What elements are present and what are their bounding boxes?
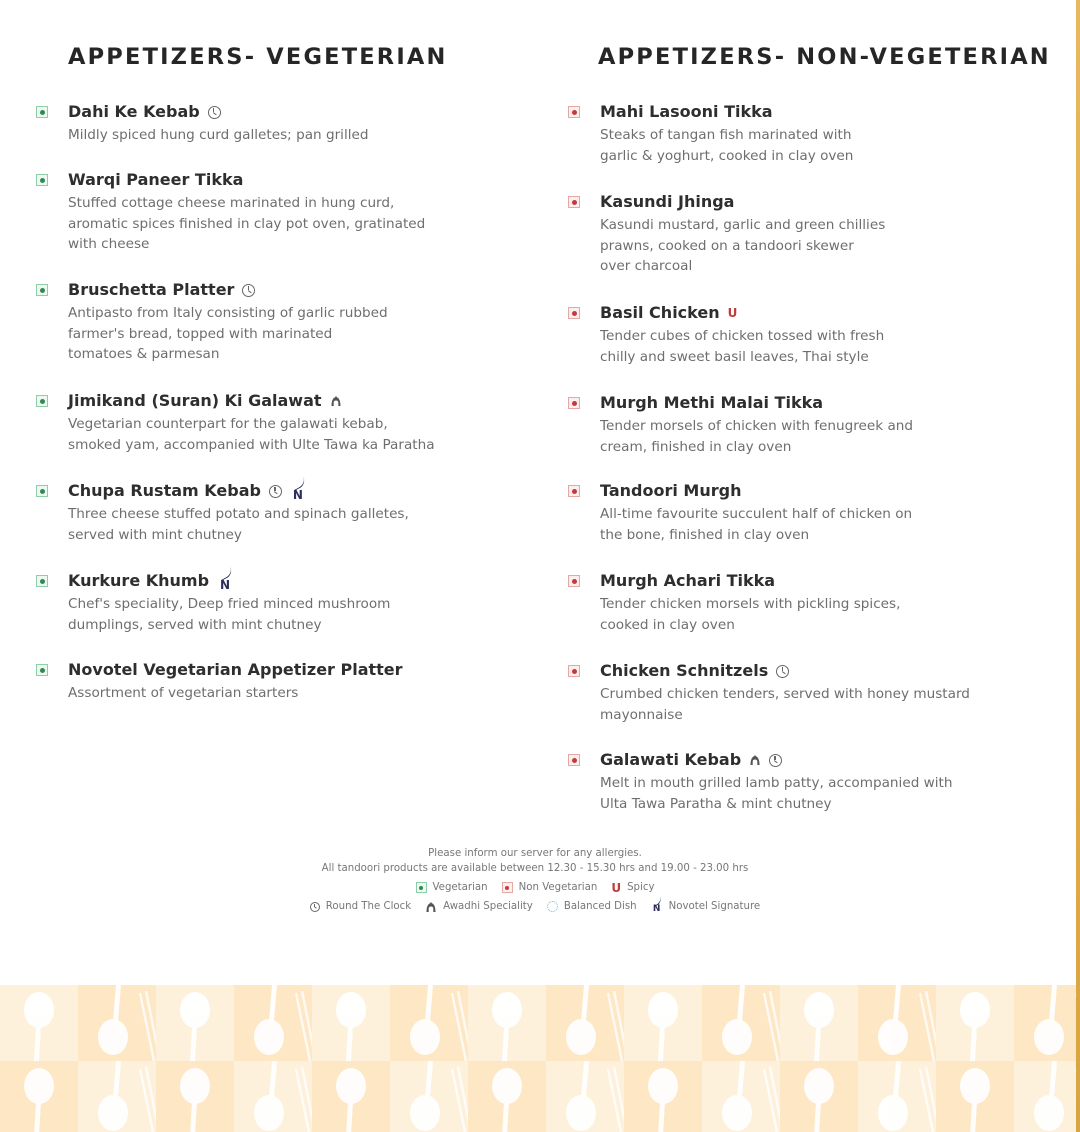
legend-label: Vegetarian (432, 882, 488, 893)
legend-item (310, 899, 411, 914)
allergy-note: Please inform our server for any allergies. (428, 848, 642, 859)
legend-item (651, 899, 761, 914)
menu-item-description: Crumbed chicken tenders, served with honey mustard mayonnaise (600, 686, 970, 723)
legend-label: Balanced Dish (563, 901, 637, 912)
menu-item-title: Novotel Vegetarian Appetizer Platter (68, 660, 403, 679)
legend-item (611, 880, 654, 895)
cutlery-pattern-banner (0, 985, 1076, 1132)
menu-item-title: Chicken Schnitzels (600, 661, 769, 680)
legend-label: Round The Clock (325, 901, 412, 912)
nonveg-marker-icon (568, 754, 580, 766)
menu-item-title: Dahi Ke Kebab (68, 102, 200, 121)
menu-item-name (600, 750, 782, 770)
menu-item-title: Murgh Achari Tikka (600, 571, 776, 590)
menu-item-name (600, 661, 789, 681)
veg-marker-icon (36, 284, 48, 296)
balanced-dish-icon (547, 901, 558, 912)
menu-item-description: Melt in mouth grilled lamb patty, accompanied with Ulta Tawa Paratha & mint chutney (600, 775, 953, 812)
veg-marker-icon (36, 664, 48, 676)
menu-item-name (68, 170, 243, 190)
menu-item-title: Warqi Paneer Tikka (68, 170, 244, 189)
menu-footer (300, 846, 770, 914)
menu-item-name (600, 481, 741, 501)
clock-icon (208, 106, 221, 119)
menu-item-description: Vegetarian counterpart for the galawati kebab, smoked yam, accompanied with Ulte Tawa ka Paratha (68, 416, 435, 453)
nonveg-marker-icon (568, 575, 580, 587)
legend-row-specials (300, 899, 770, 914)
menu-item-title: Galawati Kebab (600, 750, 742, 769)
menu-item-name (68, 481, 306, 501)
spicy-icon: U (727, 306, 738, 320)
menu-item-title: Kurkure Khumb (68, 571, 210, 590)
nonveg-marker-icon (568, 397, 580, 409)
menu-item-title: Mahi Lasooni Tikka (600, 102, 773, 121)
veg-marker-icon (416, 882, 427, 893)
legend-item (416, 880, 488, 895)
nonveg-marker-icon (568, 106, 580, 118)
menu-item-description: Mildly spiced hung curd galletes; pan grilled (68, 127, 369, 143)
menu-item-title: Kasundi Jhinga (600, 192, 735, 211)
menu-item-description: Chef's speciality, Deep fried minced mushroom dumplings, served with mint chutney (68, 596, 391, 633)
menu-item-description: Assortment of vegetarian starters (68, 685, 299, 701)
awadhi-icon (425, 901, 437, 913)
gold-border (1076, 0, 1080, 1132)
menu-item-description: Tender morsels of chicken with fenugreek and cream, finished in clay oven (600, 418, 914, 455)
menu-item-description: Three cheese stuffed potato and spinach galletes, served with mint chutney (68, 506, 409, 543)
nonveg-marker-icon (568, 665, 580, 677)
clock-icon (242, 284, 255, 297)
section-title-nonvegetarian: APPETIZERS- NON-VEGETERIAN (598, 44, 1051, 70)
menu-item-title: Murgh Methi Malai Tikka (600, 393, 824, 412)
spicy-icon: U (611, 880, 622, 895)
novotel-signature-icon: N (290, 481, 306, 501)
menu-item-name (600, 102, 773, 122)
menu-item-name (600, 192, 734, 212)
legend-row-diet (300, 880, 770, 895)
clock-icon (776, 665, 789, 678)
menu-item-title: Jimikand (Suran) Ki Galawat (68, 391, 322, 410)
veg-marker-icon (36, 106, 48, 118)
legend-item (425, 899, 533, 914)
nonveg-marker-icon (568, 485, 580, 497)
awadhi-icon (749, 754, 761, 766)
menu-item-title: Tandoori Murgh (600, 481, 742, 500)
veg-marker-icon (36, 575, 48, 587)
cutlery-pattern (0, 985, 1076, 1132)
novotel-signature-icon: N (651, 900, 663, 914)
clock-icon (769, 754, 782, 767)
menu-item-name (600, 303, 737, 323)
menu-item-description: Tender cubes of chicken tossed with fresh chilly and sweet basil leaves, Thai style (600, 328, 885, 365)
novotel-signature-icon: N (217, 571, 233, 591)
section-title-vegetarian: APPETIZERS- VEGETERIAN (68, 44, 448, 70)
veg-marker-icon (36, 485, 48, 497)
menu-item-name (68, 102, 221, 122)
clock-icon (269, 485, 282, 498)
menu-item-name (68, 391, 342, 411)
nonveg-marker-icon (568, 196, 580, 208)
menu-item-title: Chupa Rustam Kebab (68, 481, 261, 500)
menu-item-description: Stuffed cottage cheese marinated in hung curd, aromatic spices finished in clay pot oven, gratinated with cheese (68, 195, 426, 252)
menu-item-description: All-time favourite succulent half of chicken on the bone, finished in clay oven (600, 506, 913, 543)
clock-icon (310, 902, 320, 912)
tandoori-hours-note: All tandoori products are available between 12.30 - 15.30 hrs and 19.00 - 23.00 hrs (321, 863, 749, 874)
menu-item-name (68, 660, 403, 680)
menu-item-name (600, 393, 823, 413)
menu-item-description: Antipasto from Italy consisting of garlic rubbed farmer's bread, topped with marinated tomatoes & parmesan (68, 305, 388, 362)
menu-item-title: Bruschetta Platter (68, 280, 235, 299)
menu-item-name (68, 571, 233, 591)
legend-label: Spicy (627, 882, 655, 893)
menu-item-description: Tender chicken morsels with pickling spices, cooked in clay oven (600, 596, 901, 633)
menu-item-description: Kasundi mustard, garlic and green chillies prawns, cooked on a tandoori skewer over charcoal (600, 217, 886, 274)
legend-label: Novotel Signature (668, 901, 761, 912)
veg-marker-icon (36, 174, 48, 186)
menu-item-title: Basil Chicken (600, 303, 720, 322)
menu-item-description: Steaks of tangan fish marinated with garlic & yoghurt, cooked in clay oven (600, 127, 854, 164)
legend-label: Non Vegetarian (518, 882, 598, 893)
awadhi-icon (330, 395, 342, 407)
veg-marker-icon (36, 395, 48, 407)
legend-item (547, 899, 637, 914)
menu-item-name (68, 280, 255, 300)
nonveg-marker-icon (568, 307, 580, 319)
legend-label: Awadhi Speciality (443, 901, 533, 912)
legend-item (502, 880, 598, 895)
nonveg-marker-icon (502, 882, 513, 893)
menu-item-name (600, 571, 775, 591)
